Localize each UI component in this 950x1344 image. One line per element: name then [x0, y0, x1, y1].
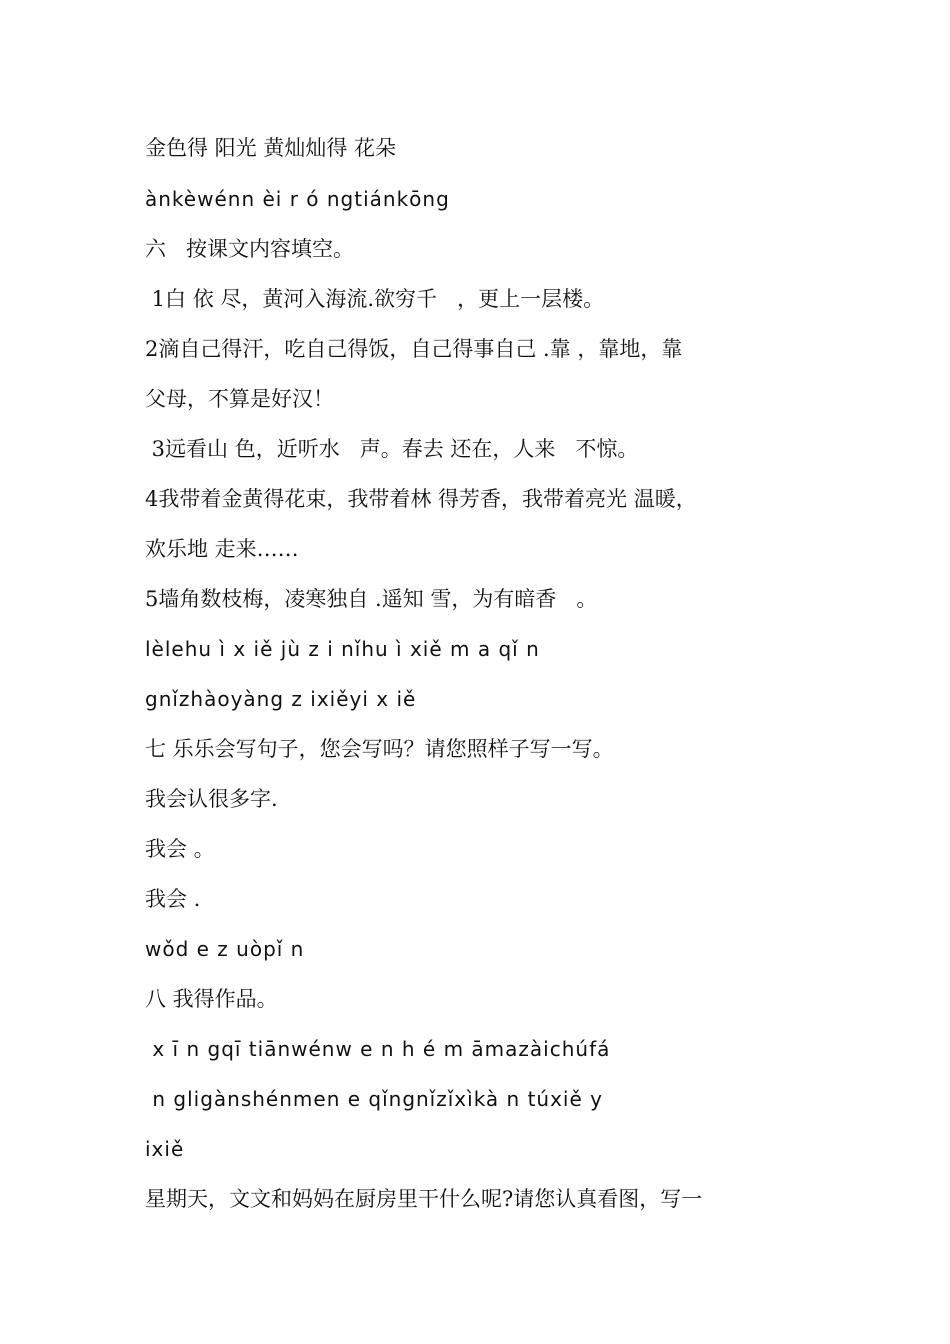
pinyin-line-1: ànkèwénn èi r ó ngtiánkōng [145, 187, 450, 211]
answer-line-2: 我会 . [145, 887, 201, 911]
question-item-5: 5墙角数枝梅，凌寒独自 .遥知 雪，为有暗香 。 [145, 587, 598, 611]
question-item-1: 1白 依 尽，黄河入海流.欲穷千 ，更上一层楼。 [145, 287, 605, 311]
section-heading-6: 六 按课文内容填空。 [145, 237, 355, 261]
question-item-3: 3远看山 色，近听水 声。春去 还在，人来 不惊。 [145, 437, 639, 461]
pinyin-line-7: ixiě [145, 1137, 185, 1161]
pinyin-line-6: n gligànshénmen e qǐngnǐzǐxìkà n túxiě y [145, 1087, 603, 1111]
example-sentence: 我会认很多字. [145, 787, 278, 811]
pinyin-line-2: lèlehu ì x iě jù z i nǐhu ì xiě m a qǐ n [145, 637, 540, 661]
question-item-4: 4我带着金黄得花束，我带着林 得芳香，我带着亮光 温暖， [145, 487, 697, 511]
writing-prompt: 星期天，文文和妈妈在厨房里干什么呢?请您认真看图，写一 [145, 1187, 703, 1211]
pinyin-line-4: wǒd e z uòpǐ n [145, 937, 305, 961]
text-line-1: 金色得 阳光 黄灿灿得 花朵 [145, 136, 397, 160]
pinyin-line-3: gnǐzhàoyàng z ixiěyi x iě [145, 687, 417, 711]
question-item-2-continued: 父母，不算是好汉！ [145, 387, 334, 411]
question-item-2: 2滴自己得汗，吃自己得饭，自己得事自己 .靠 ，靠地，靠 [145, 337, 683, 361]
answer-line-1: 我会 。 [145, 837, 215, 861]
pinyin-line-5: x ī n gqī tiānwénw e n h é m āmazàichúfá [145, 1037, 611, 1061]
section-heading-7: 七 乐乐会写句子，您会写吗？请您照样子写一写。 [145, 737, 614, 761]
section-heading-8: 八 我得作品。 [145, 987, 278, 1011]
question-item-4-continued: 欢乐地 走来…… [145, 537, 299, 561]
